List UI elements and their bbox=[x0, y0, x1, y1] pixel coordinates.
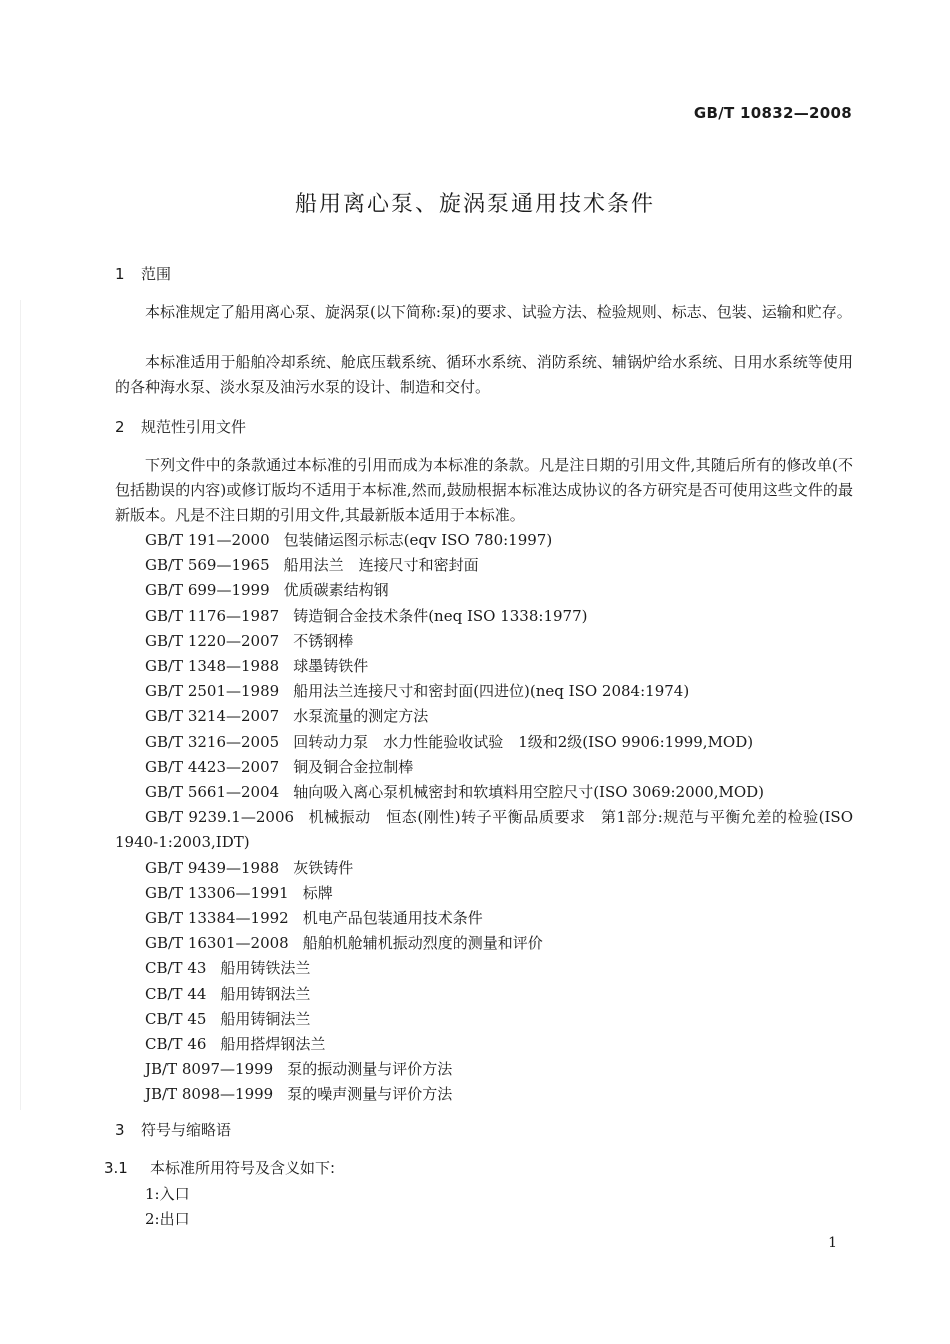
reference-code: CB/T 45 bbox=[145, 1009, 207, 1028]
reference-code: GB/T 1348—1988 bbox=[145, 657, 280, 676]
reference-item bbox=[115, 654, 853, 679]
reference-code: JB/T 8098—1999 bbox=[145, 1085, 274, 1104]
reference-code: GB/T 699—1999 bbox=[145, 581, 270, 600]
reference-item bbox=[115, 679, 853, 704]
section-title: 符号与缩略语 bbox=[141, 1121, 232, 1139]
reference-item bbox=[115, 604, 853, 629]
reference-item bbox=[115, 780, 853, 805]
reference-title: 船用铸钢法兰 bbox=[220, 984, 311, 1003]
subsection-title: 本标准所用符号及含义如下: bbox=[150, 1159, 336, 1177]
reference-title: 船用法兰连接尺寸和密封面(四进位)(neq ISO 2084:1974) bbox=[293, 682, 690, 701]
page-number: 1 bbox=[828, 1235, 837, 1251]
reference-code: CB/T 46 bbox=[145, 1035, 207, 1054]
section-number: 3 bbox=[115, 1121, 125, 1139]
reference-code: GB/T 4423—2007 bbox=[145, 757, 280, 776]
document-title: 船用离心泵、旋涡泵通用技术条件 bbox=[294, 192, 655, 217]
reference-item bbox=[115, 931, 853, 956]
reference-title: 球墨铸铁件 bbox=[293, 657, 369, 676]
reference-title: 铜及铜合金拉制棒 bbox=[293, 757, 414, 776]
reference-item bbox=[115, 906, 853, 931]
reference-item bbox=[115, 704, 853, 729]
reference-item bbox=[115, 755, 853, 780]
reference-item bbox=[115, 1082, 853, 1107]
reference-item bbox=[115, 1032, 853, 1057]
reference-title: 优质碳素结构钢 bbox=[283, 581, 389, 600]
reference-title: 标牌 bbox=[302, 883, 333, 902]
reference-item bbox=[115, 881, 853, 906]
reference-title: 船用铸铁法兰 bbox=[220, 959, 311, 978]
reference-title: 回转动力泵 水力性能验收试验 1级和2级(ISO 9906:1999,MOD) bbox=[293, 732, 754, 751]
reference-title: 船用法兰 连接尺寸和密封面 bbox=[283, 556, 479, 575]
reference-code: GB/T 569—1965 bbox=[145, 556, 270, 575]
reference-title: 船用搭焊钢法兰 bbox=[220, 1035, 326, 1054]
section-number: 2 bbox=[115, 418, 125, 436]
reference-code: GB/T 2501—1989 bbox=[145, 682, 280, 701]
symbol-item: 2:出口 bbox=[145, 1210, 190, 1228]
reference-title: 机械振动 恒态(刚性)转子平衡品质要求 第1部分:规范与平衡允差的检验(ISO 1940-1:2003,IDT) bbox=[115, 808, 853, 852]
section-number: 1 bbox=[115, 265, 125, 283]
reference-item bbox=[115, 1057, 853, 1082]
reference-code: GB/T 3216—2005 bbox=[145, 732, 280, 751]
reference-code: CB/T 43 bbox=[145, 959, 207, 978]
reference-item bbox=[115, 528, 853, 553]
section-2-heading bbox=[115, 416, 246, 437]
reference-code: CB/T 44 bbox=[145, 984, 207, 1003]
reference-code: JB/T 8097—1999 bbox=[145, 1060, 274, 1079]
reference-code: GB/T 13306—1991 bbox=[145, 883, 289, 902]
reference-item bbox=[115, 553, 853, 578]
reference-list bbox=[115, 528, 853, 1108]
reference-title: 水泵流量的测定方法 bbox=[293, 707, 429, 726]
reference-title: 包装储运图示标志(eqv ISO 780:1997) bbox=[283, 531, 553, 549]
reference-code: GB/T 13384—1992 bbox=[145, 909, 289, 928]
reference-title: 轴向吸入离心泵机械密封和软填料用空腔尺寸(ISO 3069:2000,MOD) bbox=[293, 783, 765, 802]
paragraph: 本标准适用于船舶冷却系统、舱底压载系统、循环水系统、消防系统、辅锅炉给水系统、日用水系统等使用的各种海水泵、淡水泵及油污水泵的设计、制造和交付。 bbox=[115, 353, 853, 396]
reference-title: 泵的振动测量与评价方法 bbox=[287, 1060, 453, 1079]
reference-title: 泵的噪声测量与评价方法 bbox=[287, 1085, 453, 1104]
symbol-item: 1:入口 bbox=[145, 1185, 190, 1203]
reference-code: GB/T 191—2000 bbox=[145, 531, 270, 549]
reference-title: 船舶机舱辅机振动烈度的测量和评价 bbox=[302, 934, 543, 953]
reference-title: 船用铸铜法兰 bbox=[220, 1009, 311, 1028]
reference-code: GB/T 5661—2004 bbox=[145, 783, 280, 802]
reference-code: GB/T 1220—2007 bbox=[145, 631, 280, 650]
paragraph: 下列文件中的条款通过本标准的引用而成为本标准的条款。凡是注日期的引用文件,其随后所有的修改单(不包括勘误的内容)或修订版均不适用于本标准,然而,鼓励根据本标准达成协议的各方研究是否可使用这些文件的最新版本。凡是不注日期的引用文件,其最新版本适用于本标准。 bbox=[115, 456, 853, 524]
section-3-heading bbox=[115, 1119, 231, 1140]
subsection-3-1-heading bbox=[104, 1157, 335, 1178]
reference-code: GB/T 16301—2008 bbox=[145, 934, 289, 953]
reference-item bbox=[115, 956, 853, 981]
reference-item bbox=[115, 805, 853, 855]
reference-item bbox=[115, 578, 853, 603]
reference-item bbox=[115, 856, 853, 881]
paragraph: 本标准规定了船用离心泵、旋涡泵(以下简称:泵)的要求、试验方法、检验规则、标志、包装、运输和贮存。 bbox=[145, 303, 852, 321]
reference-item bbox=[115, 629, 853, 654]
section-title: 范围 bbox=[141, 265, 172, 283]
reference-item bbox=[115, 730, 853, 755]
reference-code: GB/T 9439—1988 bbox=[145, 858, 280, 877]
section-title: 规范性引用文件 bbox=[141, 418, 247, 436]
reference-item bbox=[115, 1007, 853, 1032]
reference-code: GB/T 9239.1—2006 bbox=[145, 808, 295, 827]
reference-title: 灰铁铸件 bbox=[293, 858, 354, 877]
reference-title: 机电产品包装通用技术条件 bbox=[302, 909, 483, 928]
reference-title: 铸造铜合金技术条件(neq ISO 1338:1977) bbox=[293, 606, 588, 625]
standard-number: GB/T 10832—2008 bbox=[693, 104, 852, 122]
reference-item bbox=[115, 982, 853, 1007]
reference-title: 不锈钢棒 bbox=[293, 631, 354, 650]
scan-margin-line bbox=[20, 300, 21, 1110]
subsection-number: 3.1 bbox=[104, 1159, 128, 1177]
reference-code: GB/T 1176—1987 bbox=[145, 606, 280, 625]
reference-code: GB/T 3214—2007 bbox=[145, 707, 280, 726]
section-1-heading bbox=[115, 263, 171, 284]
